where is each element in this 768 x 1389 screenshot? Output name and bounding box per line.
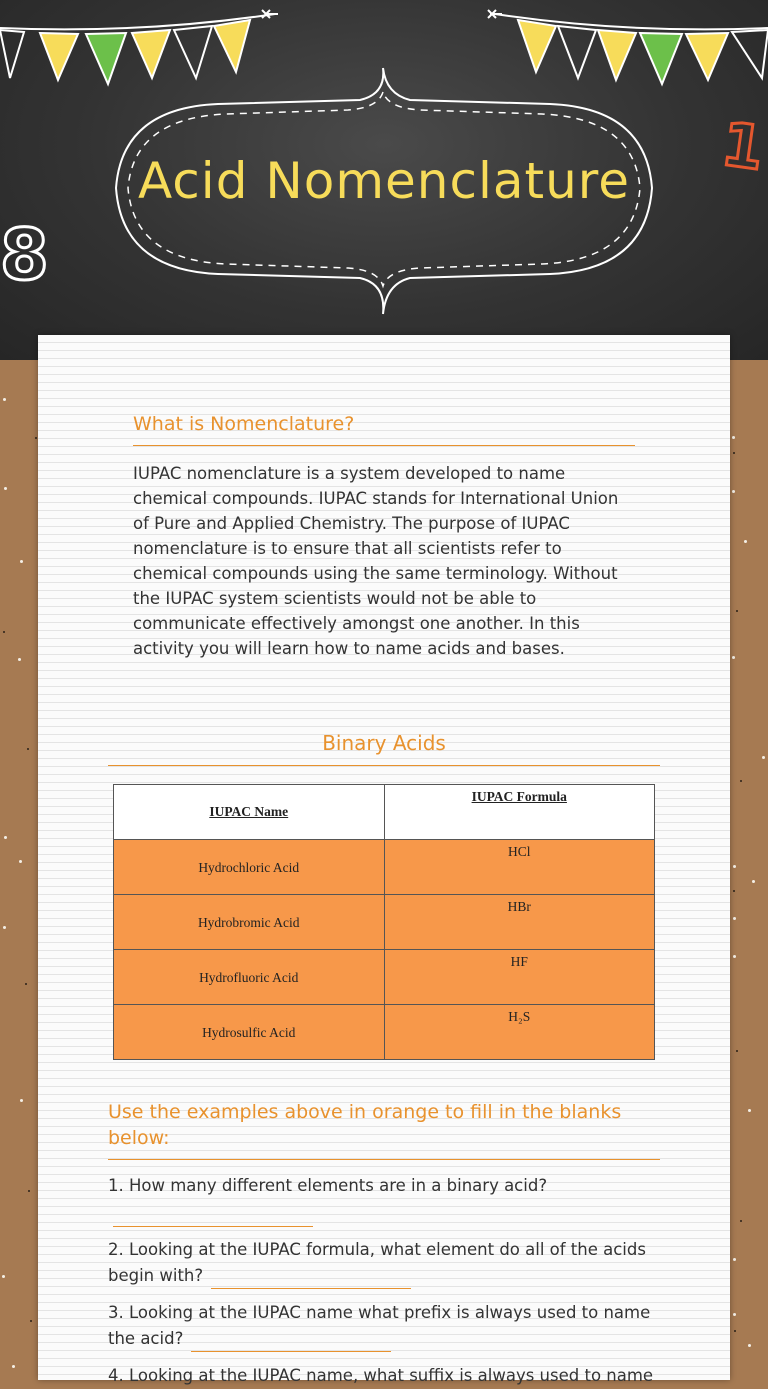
chalk-number-eight: 8 bbox=[0, 214, 49, 296]
question-4: 4. Looking at the IUPAC name, what suffix is always used to name bbox=[108, 1366, 654, 1385]
acid-formula-cell: H₂S bbox=[384, 1005, 655, 1060]
acid-formula-cell: HBr bbox=[384, 895, 655, 950]
acid-name-cell: Hydrosulfic Acid bbox=[114, 1005, 385, 1060]
question-3 bbox=[108, 1300, 660, 1352]
table-row bbox=[114, 895, 655, 950]
acid-name-cell: Hydrobromic Acid bbox=[114, 895, 385, 950]
table-header-row bbox=[114, 785, 655, 840]
question-2 bbox=[108, 1237, 660, 1289]
intro-paragraph: IUPAC nomenclature is a system developed to name chemical compounds. IUPAC stands for International Union of Pure and Applied Chemistry. The purpose of IUPAC nomenclature is to ensure that all scientists refer to chemical compounds using the same terminology. Without the IUPAC system scientists would not be able to communicate effectively amongst one another. In this activity you will learn how to name acids and bases. bbox=[133, 464, 619, 658]
answer-blank-1[interactable] bbox=[113, 1225, 313, 1227]
page-title: Acid Nomenclature bbox=[137, 152, 631, 210]
section-heading-nomenclature: What is Nomenclature? bbox=[133, 413, 635, 446]
column-header-formula: IUPAC Formula bbox=[384, 785, 655, 840]
table-row bbox=[114, 1005, 655, 1060]
answer-blank-2[interactable] bbox=[211, 1270, 411, 1289]
acid-formula-cell: HF bbox=[384, 950, 655, 1005]
question-1: 1. How many different elements are in a binary acid? bbox=[108, 1176, 548, 1195]
section-heading-exercise: Use the examples above in orange to fill in the blanks below: bbox=[108, 1099, 660, 1160]
chalk-number-one: 1 bbox=[717, 109, 768, 185]
worksheet-paper bbox=[38, 335, 730, 1385]
table-row bbox=[114, 950, 655, 1005]
chalkboard-header bbox=[0, 0, 768, 360]
table-row bbox=[114, 840, 655, 895]
question-2-text: 2. Looking at the IUPAC formula, what element do all of the acids begin with? bbox=[108, 1240, 646, 1285]
section-heading-binary-acids: Binary Acids bbox=[108, 731, 660, 766]
question-3-text: 3. Looking at the IUPAC name what prefix is always used to name the acid? bbox=[108, 1303, 651, 1348]
acid-name-cell: Hydrochloric Acid bbox=[114, 840, 385, 895]
binary-acids-table bbox=[113, 784, 655, 1060]
answer-blank-3[interactable] bbox=[191, 1333, 391, 1352]
column-header-name: IUPAC Name bbox=[114, 785, 385, 840]
acid-name-cell: Hydrofluoric Acid bbox=[114, 950, 385, 1005]
acid-formula-cell: HCl bbox=[384, 840, 655, 895]
